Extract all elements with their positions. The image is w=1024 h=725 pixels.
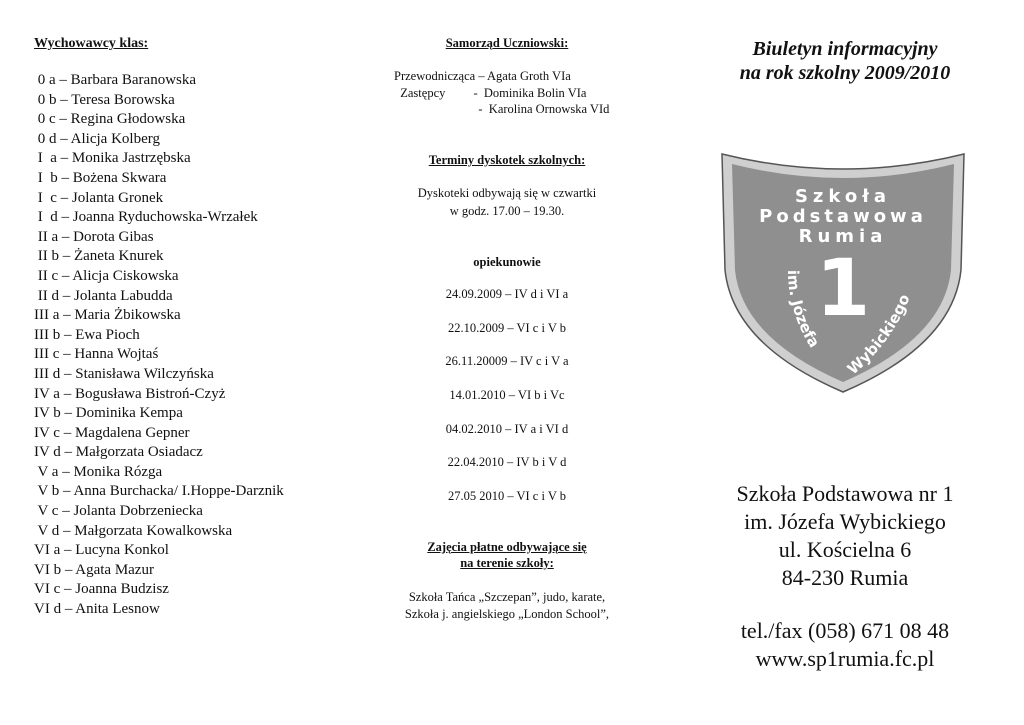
- teacher-list-item: I c – Jolanta Gronek: [34, 189, 164, 206]
- address-line: im. Józefa Wybickiego: [744, 509, 946, 534]
- teacher-list-item: V b – Anna Burchacka/ I.Hoppe-Darznik: [34, 483, 284, 500]
- teacher-list-item: IV d – Małgorzata Osiadacz: [34, 444, 203, 461]
- teacher-list-item: VI b – Agata Mazur: [34, 561, 154, 578]
- disco-date-item: 24.09.2009 – IV d i VI a: [445, 287, 569, 301]
- teacher-list-item: V c – Jolanta Dobrzeniecka: [34, 503, 203, 520]
- teacher-list-item: III c – Hanna Wojtaś: [34, 346, 159, 363]
- council-line: - Karolina Ornowska VId: [394, 102, 610, 116]
- disco-date-item: 04.02.2010 – IV a i VI d: [445, 421, 569, 436]
- disco-schedule-heading: Terminy dyskotek szkolnych:: [428, 153, 586, 167]
- address-line: ul. Kościelna 6: [778, 537, 912, 562]
- student-council-members: [394, 68, 644, 118]
- teacher-list-item: III b – Ewa Pioch: [34, 326, 140, 343]
- disco-info-line: w godz. 17.00 – 19.30.: [449, 204, 565, 218]
- school-address: [700, 480, 990, 592]
- logo-text-podstawowa: Podstawowa: [759, 206, 927, 227]
- bulletin-title-line: na rok szkolny 2009/2010: [739, 62, 951, 84]
- paid-classes-heading: na terenie szkoły:: [460, 556, 554, 570]
- teacher-list-item: I b – Bożena Skwara: [34, 169, 167, 186]
- logo-text-szkola: Szkoła: [794, 186, 892, 207]
- teacher-list-item: I d – Joanna Ryduchowska-Wrzałek: [34, 209, 258, 226]
- teacher-list-item: VI a – Lucyna Konkol: [34, 542, 169, 559]
- address-line: Szkoła Podstawowa nr 1: [736, 481, 954, 506]
- teacher-list-item: IV c – Magdalena Gepner: [34, 424, 190, 441]
- teacher-list-item: II b – Żaneta Knurek: [34, 248, 164, 265]
- teacher-list-item: II c – Alicja Ciskowska: [34, 267, 179, 284]
- council-line: Przewodnicząca – Agata Groth VIa: [394, 69, 571, 83]
- contact-info: [700, 617, 990, 673]
- guardians-heading: opiekunowie: [473, 255, 541, 269]
- phone-fax: tel./fax (058) 671 08 48: [740, 618, 950, 643]
- logo-number: 1: [815, 244, 871, 334]
- teacher-list-item: I a – Monika Jastrzębska: [34, 150, 191, 167]
- school-shield-logo: [718, 150, 968, 395]
- teacher-list-item: VI d – Anita Lesnow: [34, 601, 160, 618]
- logo-arc-left: im. Józefa: [783, 269, 824, 351]
- website-link[interactable]: www.sp1rumia.fc.pl: [755, 646, 935, 671]
- teacher-list-item: III a – Maria Żbikowska: [34, 307, 181, 324]
- disco-date-item: 26.11.20009 – IV c i V a: [445, 354, 569, 369]
- bulletin-title: [700, 37, 990, 85]
- paid-classes-heading: Zajęcia płatne odbywające się: [427, 540, 587, 554]
- disco-date-item: 22.10.2009 – VI c i V b: [447, 320, 567, 335]
- disco-date-item: 27.05 2010 – VI c i V b: [447, 489, 567, 504]
- bulletin-title-line: Biuletyn informacyjny: [752, 38, 938, 60]
- council-line: Zastępcy - Dominika Bolin VIa: [394, 85, 587, 100]
- disco-date-item: 14.01.2010 – VI b i Vc: [449, 388, 565, 403]
- disco-info-line: Dyskoteki odbywają się w czwartki: [417, 186, 597, 200]
- teacher-list-item: II a – Dorota Gibas: [34, 228, 154, 245]
- teacher-list-item: V d – Małgorzata Kowalkowska: [34, 522, 233, 539]
- teacher-list-item: V a – Monika Rózga: [34, 463, 163, 480]
- class-teachers-heading: Wychowawcy klas:: [34, 36, 149, 51]
- teacher-list-item: IV b – Dominika Kempa: [34, 405, 183, 422]
- student-council-heading: Samorząd Uczniowski:: [445, 36, 569, 50]
- teacher-list-item: III d – Stanisława Wilczyńska: [34, 365, 214, 382]
- address-line: 84-230 Rumia: [781, 565, 909, 590]
- logo-text-rumia: Rumia: [798, 226, 888, 247]
- paid-classes-line: Szkoła j. angielskiego „London School”,: [404, 607, 610, 621]
- paid-classes-line: Szkoła Tańca „Szczepan”, judo, karate,: [408, 590, 606, 604]
- class-teachers-list: [34, 71, 284, 620]
- teacher-list-item: 0 d – Alicja Kolberg: [34, 130, 160, 147]
- middle-column: [382, 0, 632, 725]
- teacher-list-item: VI c – Joanna Budzisz: [34, 581, 169, 598]
- teacher-list-item: II d – Jolanta Labudda: [34, 287, 173, 304]
- logo-arc-right: Wybickiego: [843, 291, 914, 379]
- teacher-list-item: 0 b – Teresa Borowska: [34, 91, 175, 108]
- teacher-list-item: 0 a – Barbara Baranowska: [34, 72, 197, 88]
- left-column: [34, 0, 364, 725]
- disco-date-item: 22.04.2010 – IV b i V d: [447, 455, 567, 470]
- right-column: [700, 0, 990, 725]
- teacher-list-item: 0 c – Regina Głodowska: [34, 111, 186, 128]
- teacher-list-item: IV a – Bogusława Bistroń-Czyż: [34, 385, 226, 402]
- disco-dates-list: [382, 287, 632, 523]
